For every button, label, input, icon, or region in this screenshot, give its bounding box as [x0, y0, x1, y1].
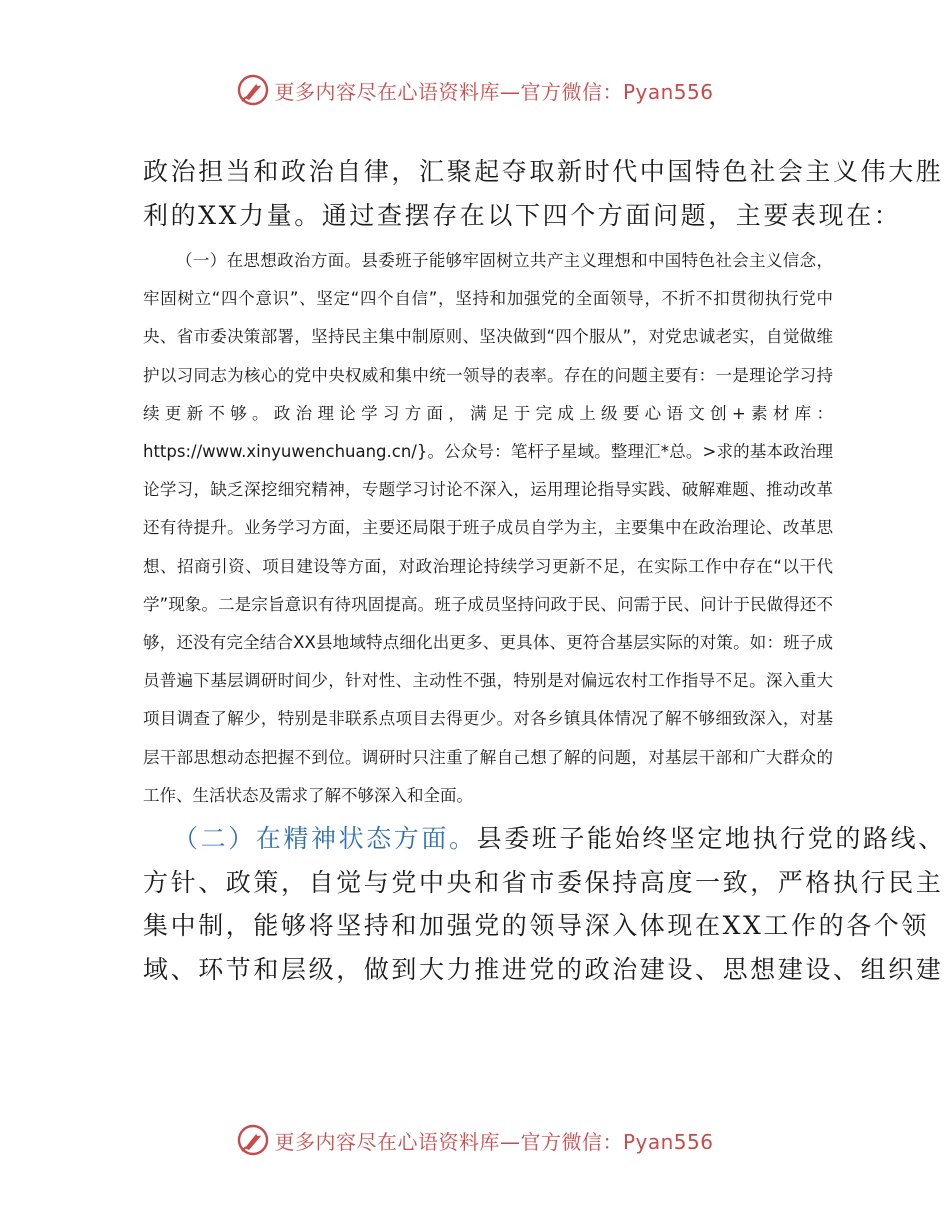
document-body: [143, 150, 946, 991]
intro-line-1: 政治担当和政治自律，汇聚起夺取新时代中国特色社会主义伟大胜: [143, 157, 944, 186]
section-2-line-1-rest: 县委班子能始终坚定地执行党的路线、: [476, 824, 946, 854]
section-2-line-2: 方针、政策，自觉与党中央和省市委保持高度一致，严格执行民主: [143, 867, 944, 897]
intro-line-2: 利的XX力量。通过查摆存在以下四个方面问题，主要表现在：: [143, 201, 902, 230]
section-1-paragraph: （一）在思想政治方面。县委班子能够牢固树立共产主义理想和中国特色社会主义信念，牢固树立“四个意识”、坚定“四个自信”，坚持和加强党的全面领导，不折不扣贯彻执行党中央、省市委决策部署，坚持民主集中制原则、坚决做到“四个服从”，对党忠诚老实，自觉做维护以习同志为核心的党中央权威和集中统一领导的表率。存在的问题主要有：一是理论学习持续更新不够。政治理论学习方面，满足于完成上级要心语文创+素材库：https://www.xinyuwenchuang.cn/}。公众号：笔杆子星域。整理汇*总。>求的基本政治理论学习，缺乏深挖细究精神，专题学习讨论不深入，运用理论指导实践、破解难题、推动改革还有待提升。业务学习方面，主要还局限于班子成员自学为主，主要集中在政治理论、改革思想、招商引资、项目建设等方面，对政治理论持续学习更新不足，在实际工作中存在“以干代学”现象。二是宗旨意识有待巩固提高。班子成员坚持问政于民、问需于民、问计于民做得还不够，还没有完全结合XX县地域特点细化出更多、更具体、更符合基层实际的对策。如：班子成员普遍下基层调研时间少，针对性、主动性不强，特别是对偏远农村工作指导不足。深入重大项目调查了解少，特别是非联系点项目去得更少。对各乡镇具体情况了解不够细致深入，对基层干部思想动态把握不到位。调研时只注重了解自己想了解的问题，对基层干部和广大群众的工作、生活状态及需求了解不够深入和全面。: [143, 251, 833, 805]
pen-nib-logo-icon: [236, 73, 270, 107]
section-2-line-1: [143, 817, 946, 861]
footer-watermark: [0, 1120, 950, 1160]
section-2-line-3: 集中制，能够将坚持和加强党的领导深入体现在XX工作的各个领: [143, 911, 929, 941]
watermark-text: 更多内容尽在心语资料库—官方微信：Pyan556: [274, 79, 714, 104]
section-2-heading: （二）在精神状态方面。: [173, 824, 477, 854]
section-2: [143, 817, 946, 991]
pen-nib-logo-icon: [236, 1123, 270, 1157]
watermark-text: 更多内容尽在心语资料库—官方微信：Pyan556: [274, 1129, 714, 1154]
section-2-line-4: 域、环节和层级，做到大力推进党的政治建设、思想建设、组织建: [143, 954, 944, 984]
header-watermark: [0, 70, 950, 110]
